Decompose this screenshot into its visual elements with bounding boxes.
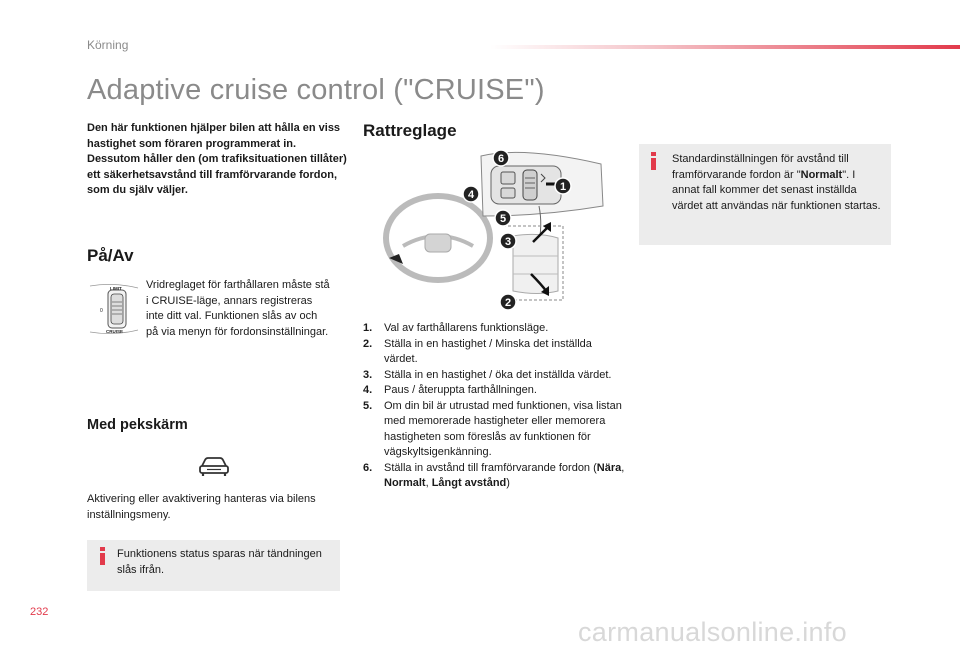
list-item xyxy=(363,368,625,384)
item-text xyxy=(384,461,625,492)
pekskarm-heading: Med pekskärm xyxy=(87,417,188,433)
callout-2-label: 2 xyxy=(504,297,512,309)
list-item xyxy=(363,337,625,368)
list-item xyxy=(363,383,625,399)
item-number: 5. xyxy=(363,399,373,412)
default-setting-info-box xyxy=(639,144,891,245)
info-icon xyxy=(651,152,656,170)
item-number: 4. xyxy=(363,384,373,396)
info-icon xyxy=(100,547,105,565)
callout-4-label: 4 xyxy=(467,189,475,201)
item6-sep2: , xyxy=(425,477,432,489)
list-item xyxy=(363,321,625,337)
pekskarm-info-text: Funktionens status sparas när tändningen slås ifrån. xyxy=(117,548,322,576)
info-post: ". I annat fall kommer det senast inställda värdet att användas när funktionen startas. xyxy=(672,168,881,212)
item6-pre: Ställa in avstånd till framförvarande fordon ( xyxy=(384,461,597,474)
cruise-stalk-image xyxy=(481,152,603,300)
rattreglage-heading: Rattreglage xyxy=(363,121,457,140)
callout-4 xyxy=(463,186,479,202)
pa-av-text: Vridreglaget för farthållaren måste stå i CRUISE-läge, annars registreras inte ditt val. Funktionen slås av och på via menyn för fordonsinställningar. xyxy=(146,279,330,338)
steering-controls-diagram xyxy=(363,146,611,314)
callout-1-label: 1 xyxy=(559,181,567,193)
intro-paragraph-1: Den här funktionen hjälper bilen att hålla en viss hastighet som föraren programmerat in. xyxy=(87,122,341,150)
pa-av-heading: På/Av xyxy=(87,246,134,265)
page-title: Adaptive cruise control ("CRUISE") xyxy=(87,74,545,106)
item6-option-langt: Långt avstånd xyxy=(431,477,507,489)
callout-6-label: 6 xyxy=(497,153,505,165)
pekskarm-text: Aktivering eller avaktivering hanteras via bilens inställningsmeny. xyxy=(87,493,316,521)
selector-limit-label: LIMIT xyxy=(110,286,122,291)
header-accent-bar xyxy=(490,45,960,49)
control-list xyxy=(363,321,625,492)
item-number: 2. xyxy=(363,337,373,350)
cruise-selector-image xyxy=(88,282,140,336)
item-text: Om din bil är utrustad med funktionen, visa listan med memorerade hastigheter eller memorera hastigheten som föreslås av funktionen för vägskyltsigenkänning. xyxy=(384,399,622,458)
item6-post: ) xyxy=(506,477,510,489)
selector-off-label: 0 xyxy=(100,308,103,314)
intro-paragraph-2: Dessutom håller den (om trafiksituationen tillåter) ett säkerhetsavstånd till framförvarande fordon, som du själv väljer. xyxy=(87,153,347,196)
callout-5-label: 5 xyxy=(499,213,507,225)
item-text: Paus / återuppta farthållningen. xyxy=(384,384,537,396)
callout-3 xyxy=(500,233,516,249)
info-bold: Normalt xyxy=(800,168,843,181)
car-icon xyxy=(198,456,230,478)
item-text: Ställa in en hastighet / öka det inställda värdet. xyxy=(384,368,612,381)
item-number: 6. xyxy=(363,461,373,474)
callout-3-label: 3 xyxy=(504,236,512,248)
default-setting-info-text xyxy=(672,152,884,214)
watermark: carmanualsonline.info xyxy=(578,617,847,647)
callout-1 xyxy=(555,178,571,194)
callout-5 xyxy=(495,210,511,226)
intro-text xyxy=(87,121,349,199)
item-text: Ställa in en hastighet / Minska det inställda värdet. xyxy=(384,337,592,365)
callout-2 xyxy=(500,294,516,310)
item6-option-normalt: Normalt xyxy=(384,477,426,489)
item-number: 1. xyxy=(363,322,373,334)
item6-sep1: , xyxy=(621,461,625,474)
steering-wheel-image xyxy=(386,196,490,280)
pekskarm-info-box xyxy=(87,540,340,591)
page-number: 232 xyxy=(30,606,49,618)
selector-cruise-label: CRUISE xyxy=(106,329,124,334)
list-item xyxy=(363,461,625,492)
info-pre: Standardinställningen för avstånd till framförvarande fordon är " xyxy=(672,153,849,181)
item-number: 3. xyxy=(363,368,373,381)
callout-6 xyxy=(493,150,509,166)
section-label: Körning xyxy=(87,38,129,52)
item6-option-nara: Nära xyxy=(596,461,622,474)
item-text: Val av farthållarens funktionsläge. xyxy=(384,322,549,334)
list-item xyxy=(363,399,625,461)
